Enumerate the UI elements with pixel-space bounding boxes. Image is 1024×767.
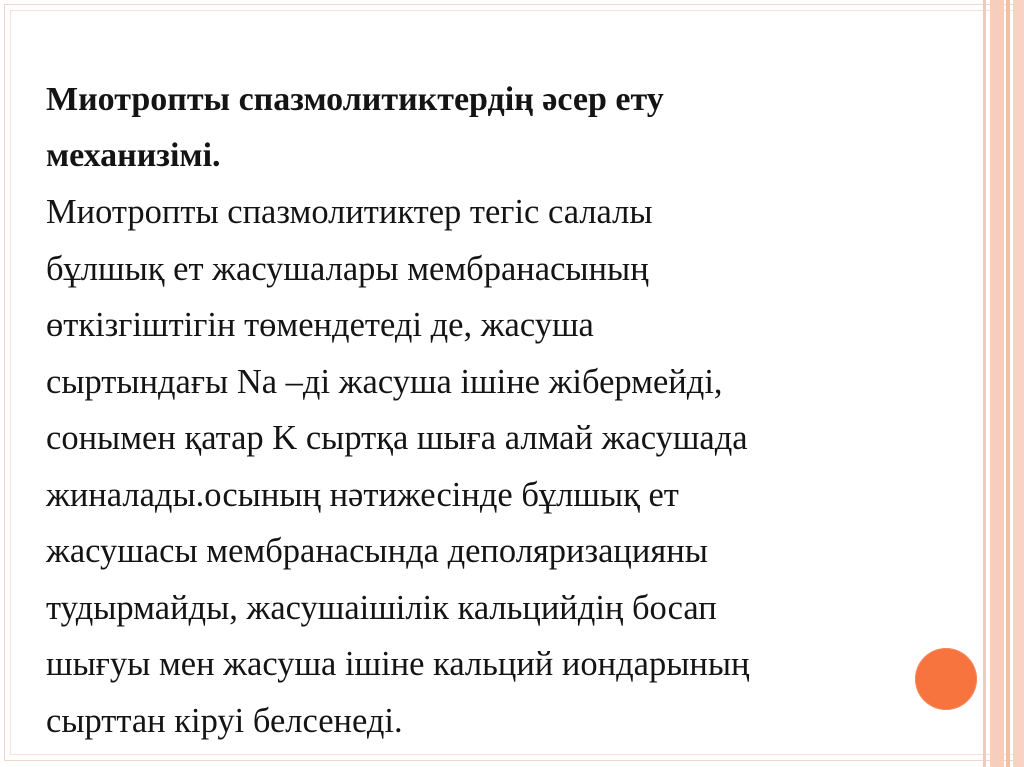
slide-title: [46, 72, 986, 184]
body-line: жиналады.осының нәтижесінде бұлшық ет: [46, 475, 679, 514]
decorative-stripe: [990, 0, 1004, 767]
body-line: сыртындағы Na –ді жасуша ішіне жібермейді,: [46, 362, 723, 401]
body-line: тудырмайды, жасушаішілік кальцийдің босап: [46, 588, 717, 627]
orange-circle-icon: [915, 648, 977, 710]
body-line: сонымен қатар K сыртқа шыға алмай жасушада: [46, 419, 748, 457]
body-line: Миотропты спазмолитиктер тегіс салалы: [46, 193, 653, 231]
slide-content: [46, 72, 986, 749]
body-line: өткізгіштігін төмендетеді де, жасуша: [46, 306, 594, 344]
slide-body: [46, 184, 986, 749]
title-line: механизімі.: [46, 137, 221, 174]
decorative-stripe: [1006, 0, 1010, 767]
body-line: сырттан кіруі белсенеді.: [46, 701, 403, 740]
body-line: шығуы мен жасуша ішіне кальций иондарының: [46, 645, 750, 683]
body-line: бұлшық ет жасушалары мембранасының: [46, 249, 649, 288]
title-line: Миотропты спазмолитиктердің әсер ету: [46, 81, 664, 118]
decorative-stripe: [1013, 0, 1024, 767]
body-line: жасушасы мембранасында деполяризацияны: [46, 532, 708, 570]
